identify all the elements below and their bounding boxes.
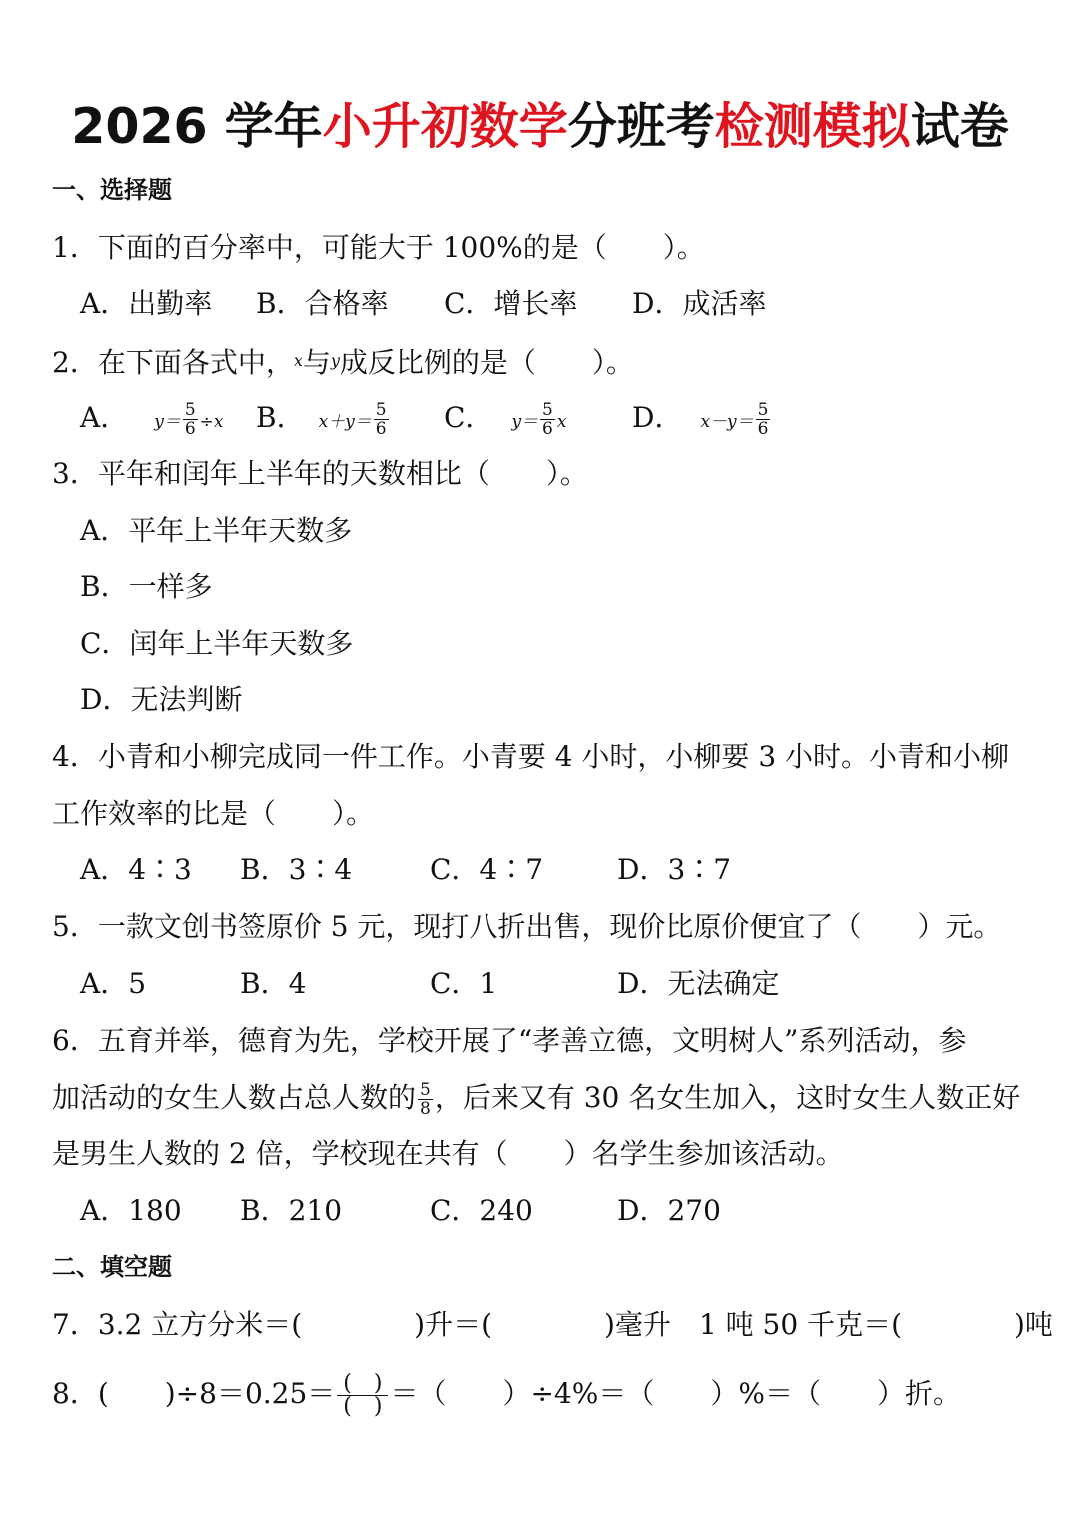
fraction xyxy=(183,401,198,438)
question-8 xyxy=(52,1373,961,1418)
question-6-stem-text: 加活动的女生人数占总人数的 xyxy=(52,1081,417,1114)
section-heading-fill: 二、填空题 xyxy=(52,1252,172,1281)
fraction-numerator: 5 xyxy=(542,400,553,420)
question-5-stem: 5．一款文创书签原价 5 元，现打八折出售，现价比原价便宜了（ ）元。 xyxy=(52,910,1002,943)
math-expression: x xyxy=(556,412,567,432)
option-label: B． xyxy=(256,401,305,434)
question-5-option-c: C．1 xyxy=(430,967,498,1000)
option-label: D． xyxy=(632,401,683,434)
math-expression: x－y＝ xyxy=(700,412,754,432)
question-4-option-d: D．3∶7 xyxy=(617,853,732,886)
math-expression: y＝ xyxy=(511,412,539,432)
question-2-option-b xyxy=(256,398,391,442)
fraction-numerator: 5 xyxy=(757,400,769,420)
fraction-denominator: 6 xyxy=(184,419,196,439)
question-2-stem-part-b: 与 xyxy=(302,346,331,379)
question-6-stem-text: ，后来又有 30 名女生加入，这时女生人数正好 xyxy=(434,1081,1021,1114)
fraction xyxy=(418,1081,433,1118)
question-6-option-b: B．210 xyxy=(240,1194,343,1227)
fraction-numerator: ( ) xyxy=(337,1373,388,1396)
fraction-denominator: 6 xyxy=(375,419,387,439)
question-6-option-d: D．270 xyxy=(617,1194,721,1227)
title-part-3: 分班考 xyxy=(567,98,715,155)
fraction xyxy=(756,401,771,438)
fraction-denominator: ( ) xyxy=(343,1394,383,1419)
section-heading-choice: 一、选择题 xyxy=(52,175,172,204)
question-2-stem-part-a: 2．在下面各式中， xyxy=(52,346,294,379)
question-5-option-a: A．5 xyxy=(80,967,147,1000)
fraction xyxy=(540,401,555,438)
question-4-option-b: B．3∶4 xyxy=(240,853,353,886)
fraction-denominator: 8 xyxy=(420,1099,431,1119)
question-5-option-d: D．无法确定 xyxy=(617,967,780,1000)
question-5-option-b: B．4 xyxy=(240,967,307,1000)
question-2-stem-part-c: 成反比例的是（ ）。 xyxy=(339,346,634,379)
question-8-text: ＝（ ）÷4%＝（ ）%＝（ ）折。 xyxy=(390,1377,961,1410)
question-2-var-y: y xyxy=(330,351,340,370)
question-4-stem-line-1: 4．小青和小柳完成同一件工作。小青要 4 小时，小柳要 3 小时。小青和小柳 xyxy=(52,740,1010,773)
option-label: C． xyxy=(444,401,494,434)
question-3-option-a: A．平年上半年天数多 xyxy=(80,514,353,547)
math-expression: ÷x xyxy=(199,412,224,432)
title-part-1: 2026 学年 xyxy=(71,98,323,155)
question-3-option-b: B．一样多 xyxy=(80,570,213,603)
fraction-numerator: 5 xyxy=(184,400,196,420)
question-1-option-c: C．增长率 xyxy=(444,287,578,320)
question-1-option-b: B．合格率 xyxy=(256,287,389,320)
question-2-stem xyxy=(52,341,634,383)
fraction-denominator: 6 xyxy=(757,419,769,439)
question-3-stem: 3．平年和闰年上半年的天数相比（ ）。 xyxy=(52,457,588,490)
question-6-stem-line-1: 6．五育并举，德育为先，学校开展了“孝善立德，文明树人”系列活动，参 xyxy=(52,1024,967,1057)
question-4-stem-line-2: 工作效率的比是（ ）。 xyxy=(52,797,375,830)
fraction-numerator: 5 xyxy=(375,400,387,420)
question-1-stem: 1．下面的百分率中，可能大于 100%的是（ ）。 xyxy=(52,231,705,264)
question-1-option-d: D．成活率 xyxy=(632,287,767,320)
question-4-option-c: C．4∶7 xyxy=(430,853,544,886)
question-2-option-a xyxy=(80,398,224,442)
title-part-2: 小升初数学 xyxy=(322,98,568,155)
question-1-option-a: A．出勤率 xyxy=(80,287,213,320)
question-2-option-d xyxy=(632,398,772,442)
fraction xyxy=(374,401,389,438)
question-6-stem-line-3: 是男生人数的 2 倍，学校现在共有（ ）名学生参加该活动。 xyxy=(52,1137,844,1170)
question-2-var-x: x xyxy=(293,351,303,370)
question-8-text: 8．( )÷8＝0.25＝ xyxy=(52,1377,336,1410)
question-6-stem-line-2 xyxy=(52,1078,1020,1118)
question-6-option-c: C．240 xyxy=(430,1194,533,1227)
title-part-4: 检测模拟 xyxy=(714,98,911,155)
math-expression: y＝ xyxy=(154,412,181,432)
question-3-option-d: D．无法判断 xyxy=(80,683,243,716)
math-expression: x＋y＝ xyxy=(318,412,372,432)
option-label: A． xyxy=(80,401,129,434)
question-7: 7．3.2 立方分米＝( )升＝( )毫升 1 吨 50 千克＝( )吨 xyxy=(52,1308,1053,1341)
fraction-numerator: 5 xyxy=(420,1080,431,1100)
question-2-option-c xyxy=(444,398,566,442)
fraction-denominator: 6 xyxy=(542,419,553,439)
question-4-option-a: A．4∶3 xyxy=(80,853,192,886)
question-3-option-c: C．闰年上半年天数多 xyxy=(80,627,354,660)
title-part-5: 试卷 xyxy=(910,98,1009,155)
fraction xyxy=(337,1373,388,1418)
question-6-option-a: A．180 xyxy=(80,1194,182,1227)
page-title xyxy=(0,88,1080,158)
